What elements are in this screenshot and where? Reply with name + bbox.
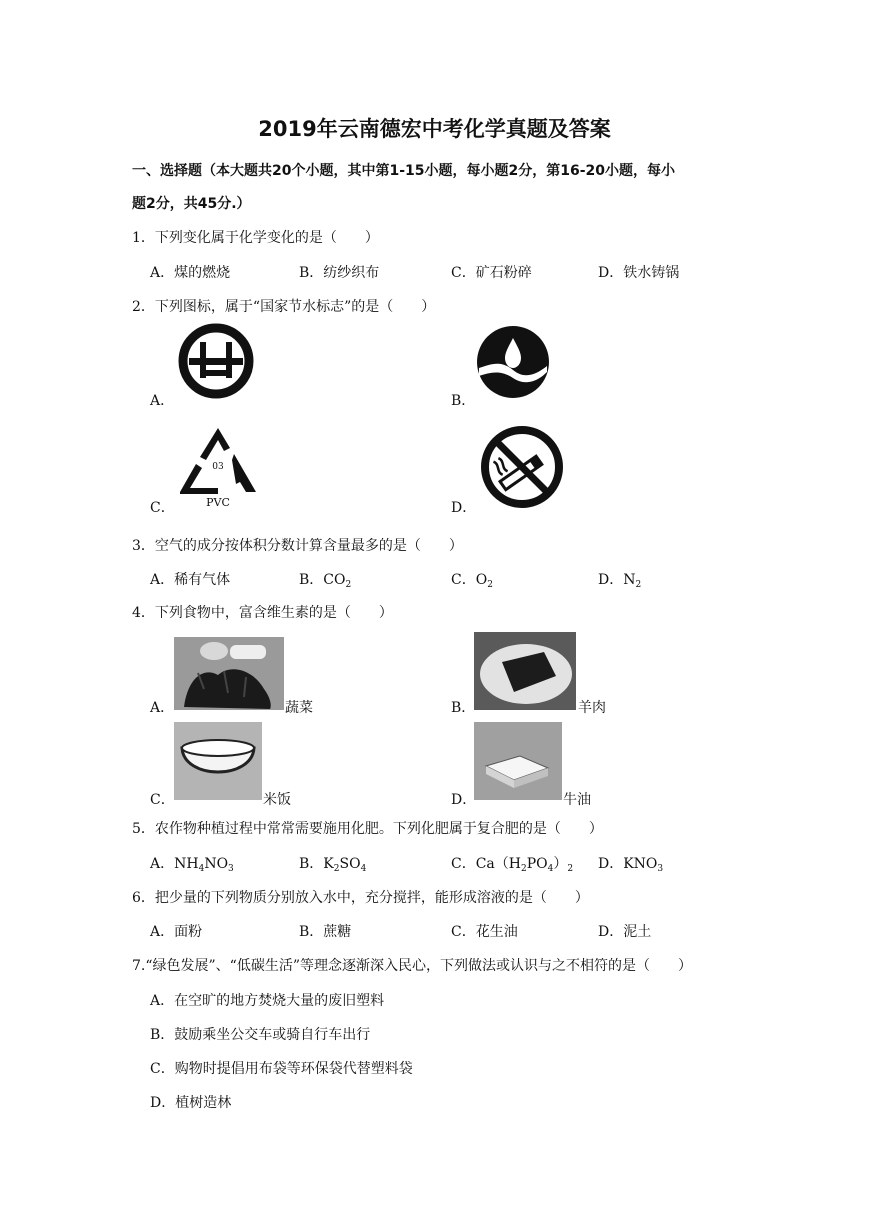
- mutton-photo: [474, 632, 576, 710]
- section-heading-line1: 一、选择题（本大题共20个小题，其中第1-15小题，每小题2分，第16-20小题，每小: [132, 163, 676, 179]
- question-6-stem: 6．把少量的下列物质分别放入水中，充分搅拌，能形成溶液的是（ ）: [132, 890, 589, 906]
- section-heading-line2: 题2分，共45分.）: [132, 196, 251, 212]
- q7-option-a: A．在空旷的地方焚烧大量的废旧塑料: [150, 993, 385, 1009]
- question-7-stem: 7.“绿色发展”、“低碳生活”等理念逐渐深入民心，下列做法或认识与之不相符的是（ ）: [132, 958, 692, 974]
- q4-option-a: A．: [150, 700, 175, 716]
- vegetables-photo: [174, 637, 284, 710]
- question-4-stem: 4．下列食物中，富含维生素的是（ ）: [132, 605, 393, 621]
- q3-option-a: A．稀有气体: [150, 572, 231, 588]
- q1-option-d: D．铁水铸锅: [598, 265, 680, 281]
- q6-option-d: D．泥土: [598, 924, 652, 940]
- energy-emblem-icon: [174, 322, 258, 400]
- q2-option-b: B．: [451, 393, 476, 409]
- q1-option-b: B．纺纱织布: [299, 265, 380, 281]
- q2-option-c: C．: [150, 500, 175, 516]
- q1-option-a: A．煤的燃烧: [150, 265, 231, 281]
- q3-option-d: D．$N_2$: [598, 572, 642, 590]
- q1-option-c: C．矿石粉碎: [451, 265, 532, 281]
- recycle-triangle-icon: [174, 424, 262, 508]
- question-2-stem: 2．下列图标，属于“国家节水标志”的是（ ）: [132, 299, 436, 315]
- q4-option-c: C．: [150, 792, 175, 808]
- question-1-stem: 1．下列变化属于化学变化的是（ ）: [132, 230, 379, 246]
- q7-option-d: D．植树造林: [150, 1095, 232, 1111]
- q6-option-c: C．花生油: [451, 924, 518, 940]
- q7-option-b: B．鼓励乘坐公交车或骑自行车出行: [150, 1027, 371, 1043]
- q5-option-b: B．$K_2SO_4$: [299, 856, 367, 874]
- q4-option-b: B．: [451, 700, 476, 716]
- butter-photo: [474, 722, 562, 800]
- q4-option-b-label: 羊肉: [578, 700, 606, 716]
- q6-option-a: A．面粉: [150, 924, 203, 940]
- q5-option-c: C．$Ca(H_2PO_4)_2$: [451, 856, 574, 874]
- q3-option-c: C．$O_2$: [451, 572, 493, 590]
- question-5-stem: 5．农作物种植过程中常常需要施用化肥。下列化肥属于复合肥的是（ ）: [132, 821, 603, 837]
- q5-option-d: D．$KNO_3$: [598, 856, 664, 874]
- recycle-label: PVC: [206, 496, 230, 508]
- q4-option-d-label: 牛油: [563, 792, 591, 808]
- q2-option-a: A．: [150, 393, 175, 409]
- recycle-code: 03: [212, 462, 224, 472]
- q4-option-d: D．: [451, 792, 477, 808]
- rice-photo: [174, 722, 262, 800]
- q4-option-a-label: 蔬菜: [285, 700, 313, 716]
- water-saving-icon: [471, 324, 555, 400]
- q3-option-b: B．$CO_2$: [299, 572, 352, 590]
- q6-option-b: B．蔗糖: [299, 924, 352, 940]
- no-smoking-icon: [476, 425, 568, 509]
- page-title: 2019年云南德宏中考化学真题及答案: [258, 117, 611, 141]
- q2-option-d: D．: [451, 500, 477, 516]
- q4-option-c-label: 米饭: [263, 792, 291, 808]
- q5-option-a: A．$NH_4NO_3$: [150, 856, 234, 874]
- question-3-stem: 3．空气的成分按体积分数计算含量最多的是（ ）: [132, 538, 463, 554]
- q7-option-c: C．购物时提倡用布袋等环保袋代替塑料袋: [150, 1061, 413, 1077]
